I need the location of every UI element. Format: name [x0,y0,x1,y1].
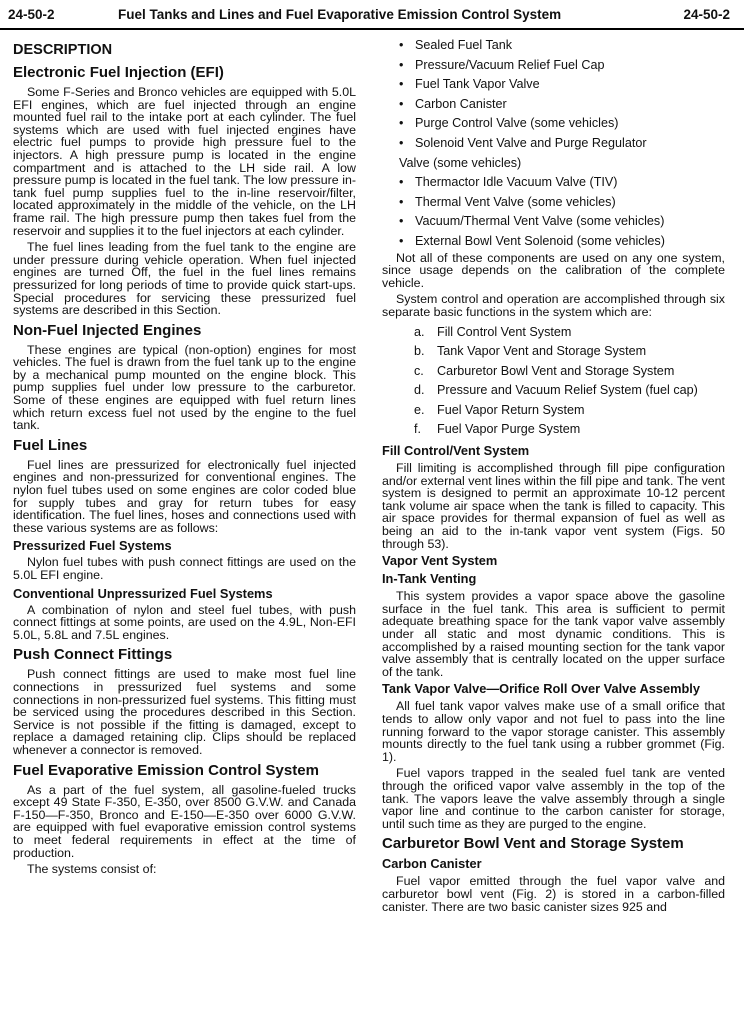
list-item-text: Thermal Vent Valve (some vehicles) [415,194,616,209]
list-item-continuation [382,154,725,174]
list-item-text: Fill Control Vent System [437,324,572,339]
carbon-canister-paragraph: Fuel vapor emitted through the fuel vapor valve and carburetor bowl vent (Fig. 2) is stored in a carbon-filled canister. There are two basic canister sizes 925 and [382,874,725,914]
push-connect-paragraph: Push connect fittings are used to make most fuel line connections in pressurized fuel systems and some connections in non-pressurized fuel systems. This fitting must be serviced using the procedures described in this Section. Service is not possible if the fitting is damaged, except to replace a damaged retaining clip. Clips should be replaced whenever a connector is removed. [13,667,356,757]
tank-vapor-valve-paragraph-2: Fuel vapors trapped in the sealed fuel tank are vented through the orificed vapor valve assembly in the top of the tank. The vapors leave the valve assembly through a single vapor line and continue to the carbon canister for storage, until such time as they are purged to the engine. [382,766,725,831]
tank-vapor-valve-heading: Tank Vapor Valve—Orifice Roll Over Valve Assembly [382,681,700,697]
list-item [382,95,725,115]
efi-paragraph-2: The fuel lines leading from the fuel tank to the engine are under pressure during vehicle operation. When fuel injected engines are turned Off, the fuel in the fuel lines remains pressurized for long periods of time to provide quick start-ups. Special procedures for servicing these pressurized fuel systems are described in this Section. [13,240,356,318]
page-header [0,0,744,30]
section-code-right: 24-50-2 [683,7,730,22]
bullet: • [399,175,404,190]
list-item-text: Fuel Vapor Return System [437,402,585,417]
carbon-canister-heading: Carbon Canister [382,856,482,872]
bullet: • [399,233,404,248]
list-item [382,75,725,95]
system-paragraph: System control and operation are accomplished through six separate basic functions in the system which are: [382,292,725,319]
bullet: • [399,96,404,111]
bullet: • [399,135,404,150]
fill-control-paragraph: Fill limiting is accomplished through fill pipe configuration and/or external vent lines within the fill pipe and tank. The vent system is designed to permit an approximate 10-12 percent tank volume air space when the tank is filled to capacity. This air space provides for thermal expansion of fuel as well as being an aid to the in-tank vapor vent system (Figs. 50 through 53). [382,461,725,551]
list-item-text: Tank Vapor Vent and Storage System [437,344,647,359]
list-item [382,212,725,232]
page-title: Fuel Tanks and Lines and Fuel Evaporative Emission Control System [118,7,562,22]
list-item-text: Solenoid Vent Valve and Purge Regulator [415,135,647,150]
section-code-left: 24-50-2 [8,7,55,22]
pressurized-heading: Pressurized Fuel Systems [13,538,172,554]
list-item-text: Sealed Fuel Tank [415,38,513,52]
list-item [382,381,725,401]
efi-paragraph-1: Some F-Series and Bronco vehicles are equipped with 5.0L EFI engines, which are fuel injected through an engine mounted fuel rail to the intake port at each cylinder. The fuel systems which are used with fuel injected engines have electric fuel pumps to provide high pressure fuel to the injectors. A high pressure pump is located in the engine compartment and is attached to the LH side rail. A low pressure pump is located in the fuel tank. The low pressure in-tank fuel pump supplies fuel to the in-line reservoir/filter, located approximately in the middle of the vehicle, on the LH frame rail. The high pressure pump then takes fuel from the reservoir and supplies it to the fuel injectors at each cylinder. [13,85,356,238]
pressurized-paragraph: Nylon fuel tubes with push connect fittings are used on the 5.0L EFI engine. [13,555,356,582]
carburetor-bowl-heading: Carburetor Bowl Vent and Storage System [382,835,684,853]
efi-heading: Electronic Fuel Injection (EFI) [13,64,224,81]
list-letter: d. [414,383,425,398]
non-fuel-injected-heading: Non-Fuel Injected Engines [13,321,202,339]
description-heading: DESCRIPTION [13,42,113,58]
list-item-text: Pressure and Vacuum Relief System (fuel cap) [437,383,698,398]
list-item-text: Carburetor Bowl Vent and Storage System [437,363,675,378]
evap-system-paragraph-2: The systems consist of: [27,862,157,877]
fuel-lines-heading: Fuel Lines [13,436,88,454]
unpressurized-heading: Conventional Unpressurized Fuel Systems [13,585,273,601]
evap-system-paragraph-1: As a part of the fuel system, all gasoline-fueled trucks except 49 State F-350, E-350, over 8500 G.V.W. and Canada F-150—F-350, Bronco and E-150—E-350 over 6000 G.V.W. are equipped with fuel evaporative emission control systems to meet federal requirements in effect at the time of production. [13,782,356,860]
left-column [13,36,356,880]
list-item [382,56,725,76]
bullet: • [399,77,404,92]
list-item-text: Fuel Vapor Purge System [437,422,581,437]
list-item [382,420,725,440]
fill-control-heading: Fill Control/Vent System [382,443,530,459]
in-tank-venting-paragraph: This system provides a vapor space above the gasoline surface in the fuel tank. This area is sufficient to permit adequate breathing space for the tank vapor valve assembly under all static and most dynamic conditions. This is accomplished by a raised mounting section for the tank vapor valve assembly that is centrally located on the upper surface of the tank. [382,589,725,679]
list-item-text: External Bowl Vent Solenoid (some vehicles) [415,233,665,248]
tank-vapor-valve-paragraph-1: All fuel tank vapor valves make use of a small orifice that tends to allow only vapor and not fuel to pass into the line running forward to the vapor storage canister. This assembly mounts directly to the fuel tank using a rubber grommet (Fig. 1). [382,699,725,764]
bullet: • [399,57,404,72]
list-letter: e. [414,402,425,417]
list-item-text: Thermactor Idle Vacuum Valve (TIV) [415,175,618,190]
list-letter: a. [414,324,425,339]
list-item [382,36,725,56]
list-item [382,232,725,252]
list-item [382,323,725,343]
in-tank-venting-heading: In-Tank Venting [382,571,477,587]
functions-list [382,323,725,441]
list-item [382,401,725,421]
non-fuel-injected-paragraph: These engines are typical (non-option) engines for most vehicles. The fuel is drawn from the fuel tank up to the engine by a mechanical pump mounted on the engine block. This pump supplies fuel under low pressure to the carburetor. Some of these engines are equipped with fuel return lines which return excess fuel not used by the engine to the fuel tank. [13,342,356,433]
list-item [382,342,725,362]
list-item-text: Carbon Canister [415,96,507,111]
list-item-text: Fuel Tank Vapor Valve [415,77,540,92]
list-letter: b. [414,344,425,359]
push-connect-heading: Push Connect Fittings [13,646,173,664]
unpressurized-paragraph: A combination of nylon and steel fuel tubes, with push connect fittings at some points, are used on the 4.9L, Non-EFI 5.0L, 5.8L and 7.5L engines. [13,602,356,642]
vapor-vent-heading: Vapor Vent System [382,553,498,569]
bullet: • [399,214,404,229]
bullet: • [399,116,404,131]
fuel-lines-paragraph: Fuel lines are pressurized for electronically fuel injected engines and non-pressurized for conventional engines. The nylon fuel tubes used on some engines are color coded blue for supply tubes and gray for return tubes for easy identification. The fuel lines, hoses and connections used with these various systems are as follows: [13,457,356,535]
list-item [382,114,725,134]
list-item-text: Valve (some vehicles) [399,155,522,170]
list-item-text: Vacuum/Thermal Vent Valve (some vehicles) [415,214,665,229]
bullet: • [399,194,404,209]
list-letter: c. [414,363,424,378]
list-letter: f. [414,422,421,437]
evap-system-heading: Fuel Evaporative Emission Control System [13,761,319,779]
list-item-text: Purge Control Valve (some vehicles) [415,116,619,131]
list-item [382,193,725,213]
right-column [382,36,725,917]
components-list [382,36,725,252]
list-item [382,173,725,193]
list-item [382,362,725,382]
list-item-text: Pressure/Vacuum Relief Fuel Cap [415,57,605,72]
bullet: • [399,38,404,52]
list-item [382,134,725,154]
not-all-paragraph: Not all of these components are used on any one system, since usage depends on the calibration of the complete vehicle. [382,250,725,290]
